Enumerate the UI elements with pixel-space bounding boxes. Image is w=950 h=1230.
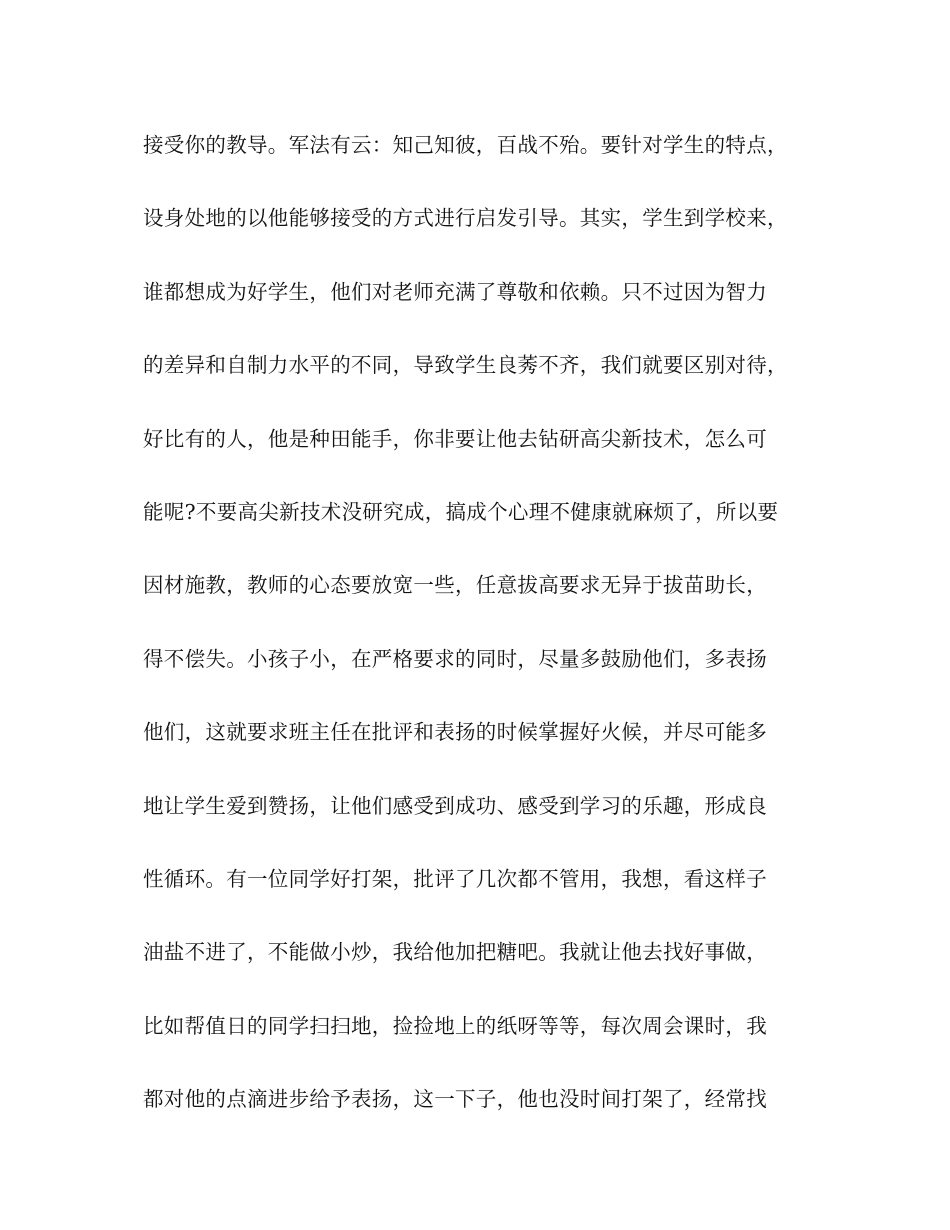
text-line-12: 油盐不进了，不能做小炒，我给他加把糖吧。我就让他去找好事做， (143, 940, 767, 965)
text-line-4: 的差异和自制力水平的不同，导致学生良莠不齐，我们就要区别对待， (143, 353, 788, 378)
text-line-7: 因材施教，教师的心态要放宽一些，任意拔高要求无异于拔苗助长， (143, 573, 767, 598)
text-line-2: 设身处地的以他能够接受的方式进行启发引导。其实，学生到学校来， (143, 206, 788, 231)
text-line-14: 都对他的点滴进步给予表扬，这一下子，他也没时间打架了，经常找 (143, 1087, 767, 1112)
text-line-5: 好比有的人，他是种田能手，你非要让他去钻研高尖新技术，怎么可 (143, 426, 767, 451)
text-line-10: 地让学生爱到赞扬，让他们感受到成功、感受到学习的乐趣，形成良 (143, 793, 767, 818)
body-text (143, 126, 823, 1153)
text-line-1: 接受你的教导。军法有云：知己知彼，百战不殆。要针对学生的特点， (143, 133, 788, 157)
text-line-3: 谁都想成为好学生，他们对老师充满了尊敬和依赖。只不过因为智力 (143, 279, 767, 304)
text-line-8: 得不偿失。小孩子小，在严格要求的同时，尽量多鼓励他们，多表扬 (143, 646, 767, 671)
text-line-13: 比如帮值日的同学扫扫地，捡捡地上的纸呀等等，每次周会课时，我 (143, 1013, 767, 1038)
text-line-11: 性循环。有一位同学好打架，批评了几次都不管用，我想，看这样子 (143, 866, 767, 891)
text-line-6: 能呢?不要高尖新技术没研究成，搞成个心理不健康就麻烦了，所以要 (143, 499, 779, 524)
text-line-9: 他们，这就要求班主任在批评和表扬的时候掌握好火候，并尽可能多 (143, 720, 767, 745)
